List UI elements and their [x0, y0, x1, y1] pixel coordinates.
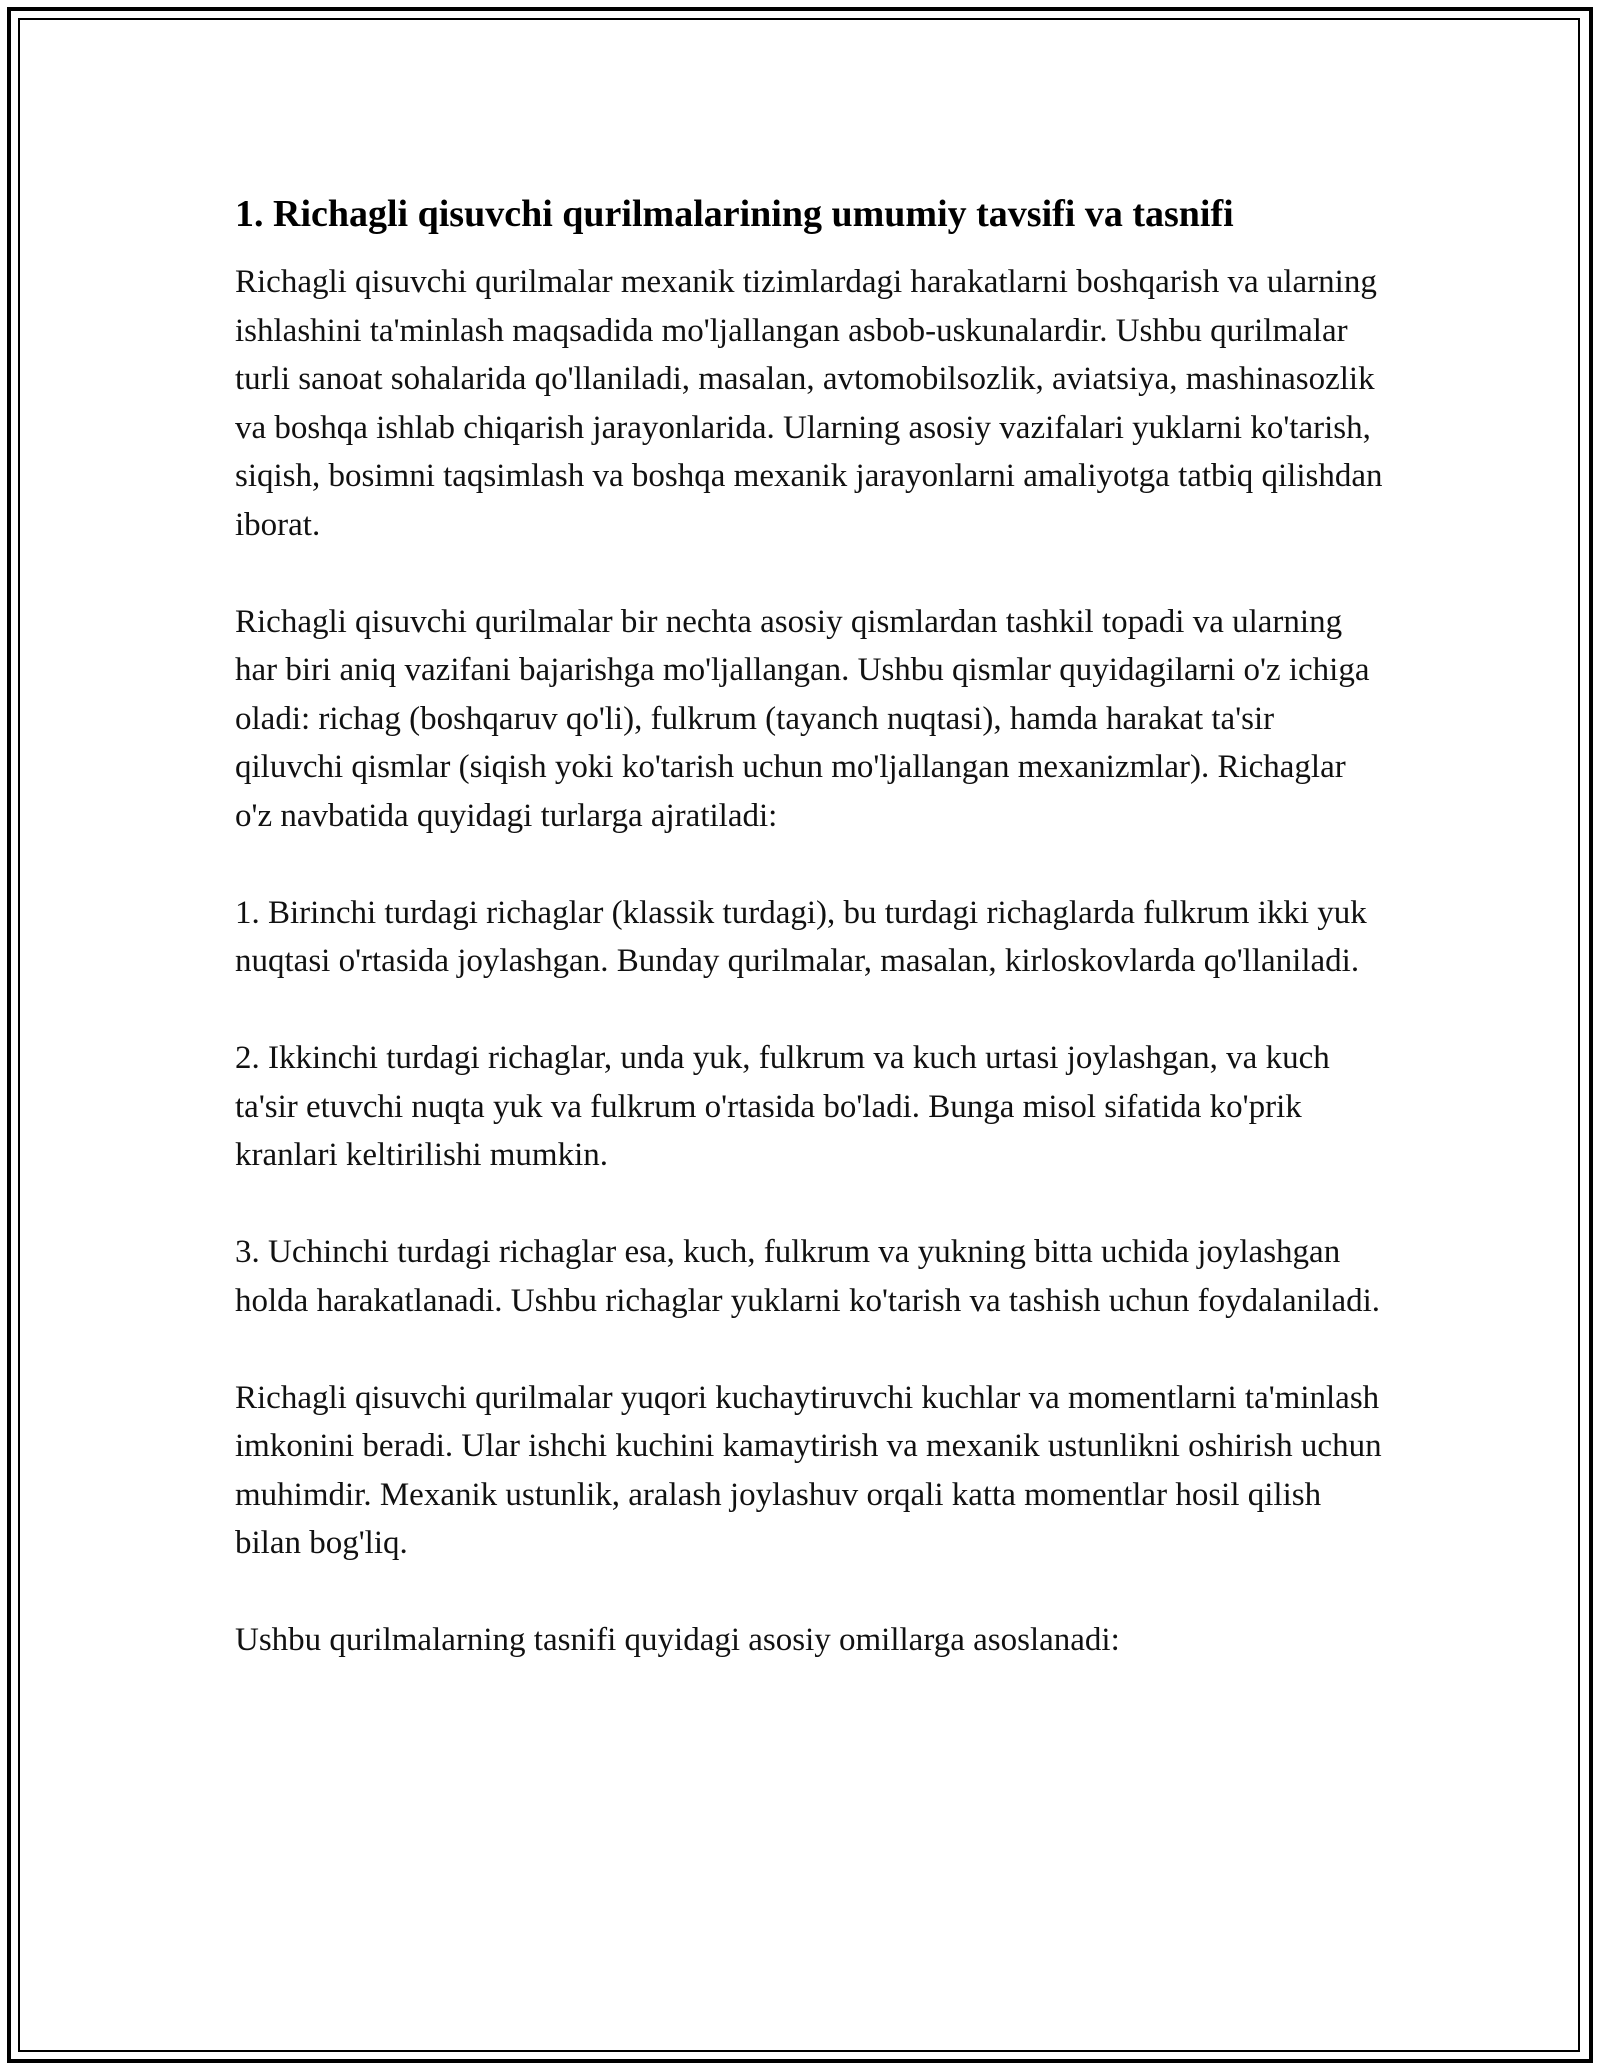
lever-type-1-paragraph: 1. Birinchi turdagi richaglar (klassik turdagi), bu turdagi richaglarda fulkrum ikki yuk nuqtasi o'rtasida joylashgan. Bunday qurilmalar, masalan, kirloskovlarda qo'llaniladi. [235, 894, 1367, 979]
lever-type-2-paragraph: 2. Ikkinchi turdagi richaglar, unda yuk, fulkrum va kuch urtasi joylashgan, va kuch ta'sir etuvchi nuqta yuk va fulkrum o'rtasida bo'ladi. Bunga misol sifatida ko'prik kranlari keltirilishi mumkin. [235, 1040, 1330, 1173]
intro-paragraph: Richagli qisuvchi qurilmalar mexanik tizimlardagi harakatlarni boshqarish va ularning ishlashini ta'minlash maqsadida mo'ljallangan asbob-uskunalardir. Ushbu qurilmalar turli sanoat sohalarida qo'llaniladi, masalan, avtomobilsozlik, aviatsiya, mashinasozlik va boshqa ishlab chiqarish jarayonlarida. Ularning asosiy vazifalari yuklarni ko'tarish, siqish, bosimni taqsimlash va boshqa mexanik jarayonlarni amaliyotga tatbiq qilishdan iborat. [235, 264, 1383, 543]
classification-intro-paragraph: Ushbu qurilmalarning tasnifi quyidagi asosiy omillarga asoslanadi: [235, 1622, 1120, 1658]
document-title: 1. Richagli qisuvchi qurilmalarining umumiy tavsifi va tasnifi [235, 193, 1234, 235]
mechanical-advantage-paragraph: Richagli qisuvchi qurilmalar yuqori kuchaytiruvchi kuchlar va momentlarni ta'minlash imkonini beradi. Ular ishchi kuchini kamaytirish va mexanik ustunlikni oshirish uchun muhimdir. Mexanik ustunlik, aralash joylashuv orqali katta momentlar hosil qilish bilan bog'liq. [235, 1379, 1382, 1561]
lever-type-3-paragraph: 3. Uchinchi turdagi richaglar esa, kuch, fulkrum va yukning bitta uchida joylashgan holda harakatlanadi. Ushbu richaglar yuklarni ko'tarish va tashish uchun foydalaniladi. [235, 1234, 1381, 1319]
document-body [235, 190, 1385, 1665]
components-paragraph: Richagli qisuvchi qurilmalar bir nechta asosiy qismlardan tashkil topadi va ularning har biri aniq vazifani bajarishga mo'ljallangan. Ushbu qismlar quyidagilarni o'z ichiga oladi: richag (boshqaruv qo'li), fulkrum (tayanch nuqtasi), hamda harakat ta'sir qiluvchi qismlar (siqish yoki ko'tarish uchun mo'ljallangan mexanizmlar). Richaglar o'z navbatida quyidagi turlarga ajratiladi: [235, 603, 1370, 834]
